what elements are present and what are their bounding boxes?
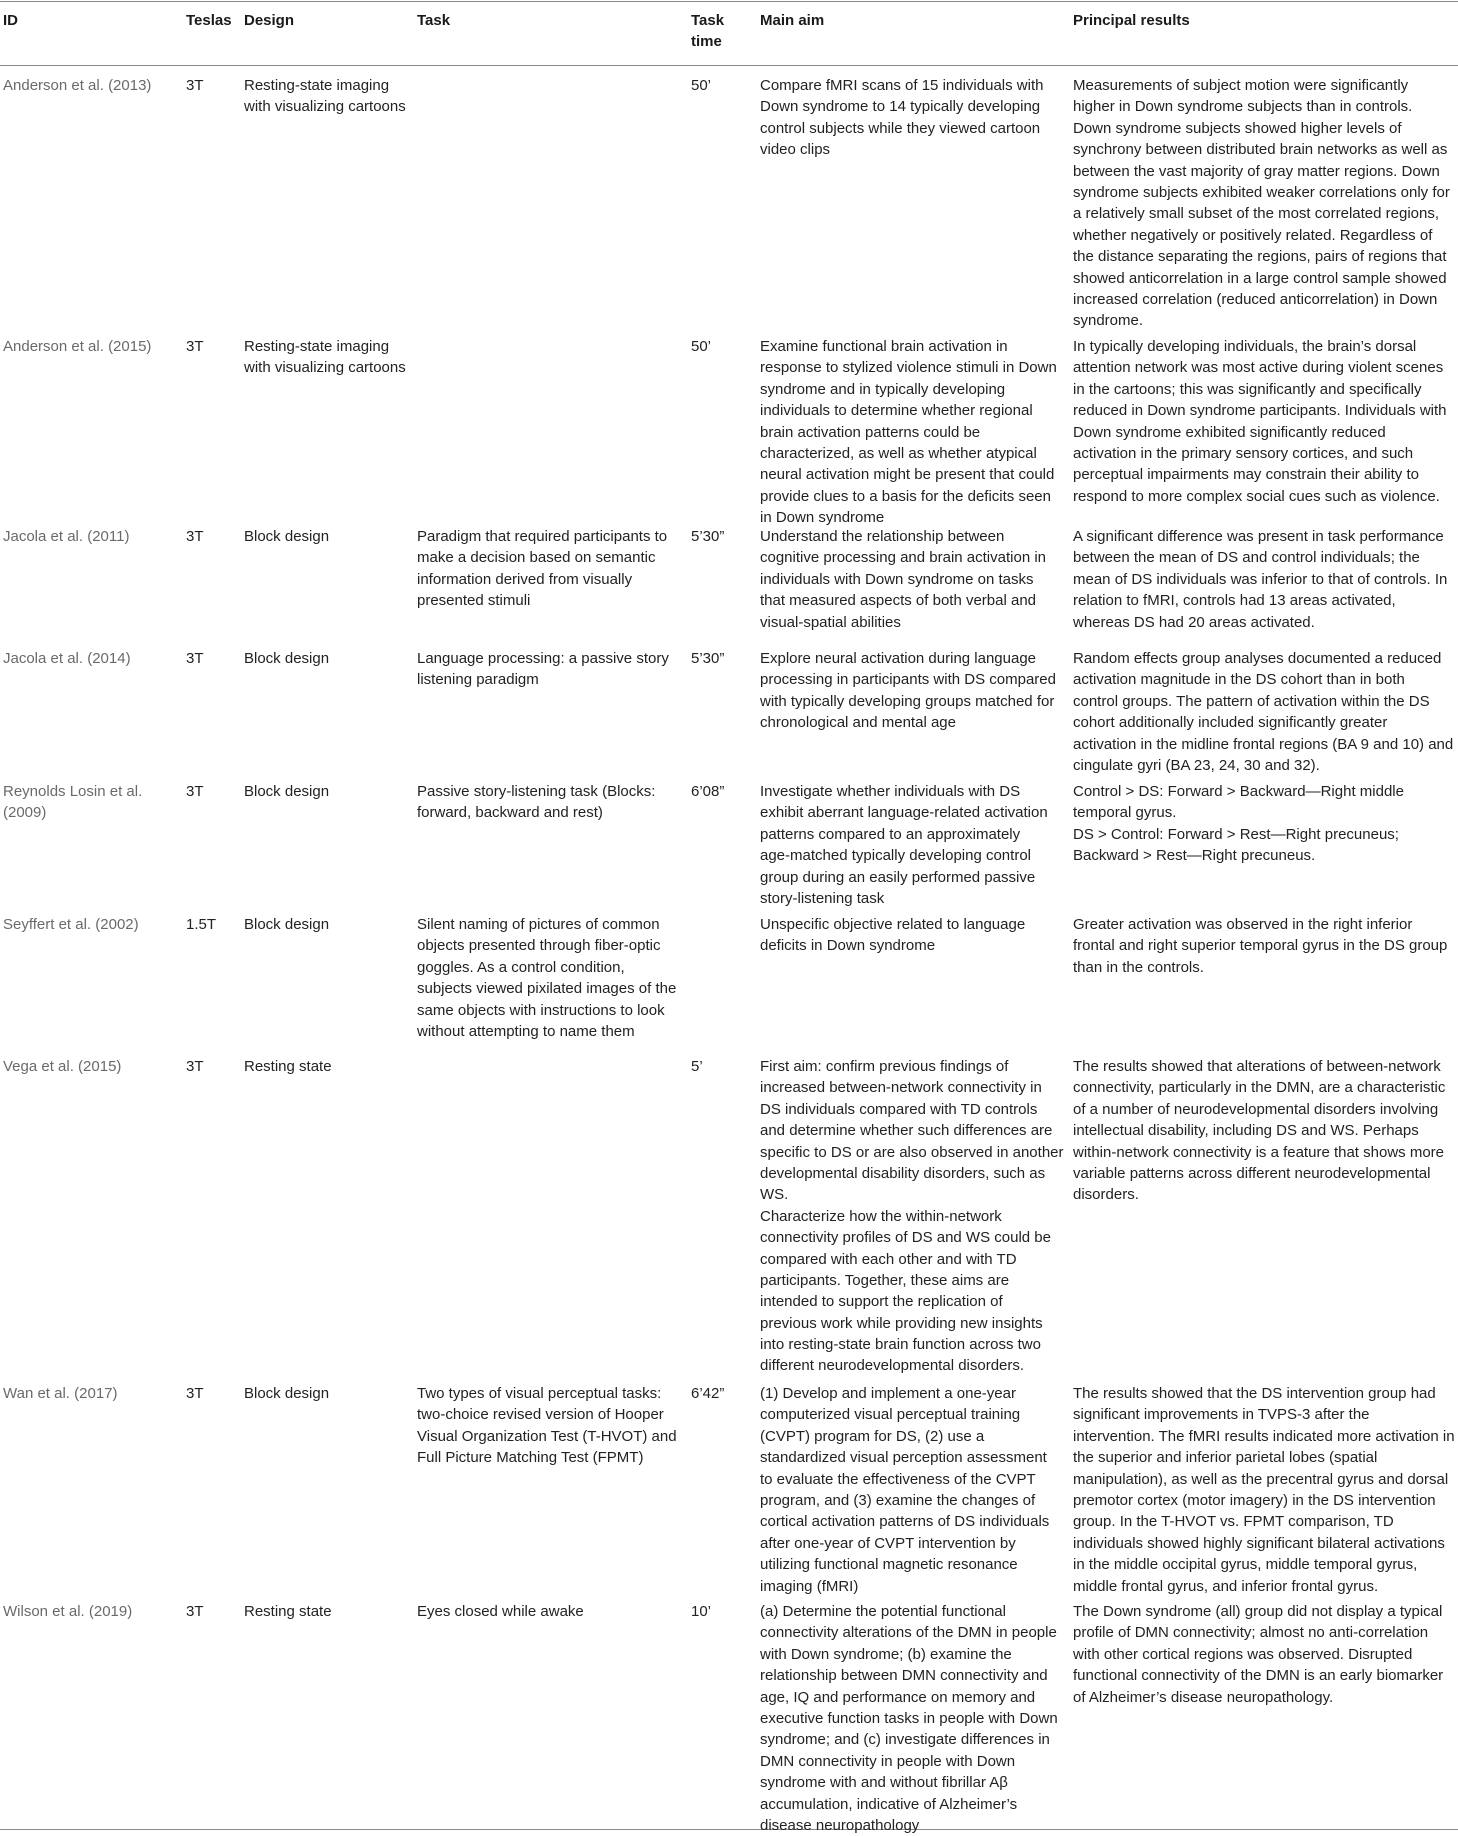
text-line: control subjects while they viewed cartoon [760, 119, 1041, 137]
text-line: Block design [244, 528, 330, 545]
col-design-cell [244, 1056, 332, 1077]
text-line: The results showed that the DS intervention group had [1073, 1385, 1436, 1402]
col-main-aim-cell [760, 1056, 1064, 1377]
text-line: Vega et al. (2015) [3, 1058, 122, 1075]
text-line: of Alzheimer’s disease neuropathology. [1073, 1688, 1334, 1706]
col-task-cell [417, 781, 655, 824]
col-task-time-cell [691, 1601, 711, 1622]
col-teslas-cell [186, 75, 204, 96]
text-line: Passive story-listening task (Blocks: [417, 783, 656, 800]
col-teslas-cell [186, 648, 204, 669]
col-main-aim-cell [760, 781, 1048, 909]
text-line: Silent naming of pictures of common [417, 916, 660, 933]
text-line: information derived from visually [417, 570, 633, 588]
text-line: Two types of visual perceptual tasks: [417, 1385, 662, 1402]
col-teslas-cell [186, 1056, 204, 1077]
col-id-cell [3, 1383, 118, 1404]
text-line: time [691, 33, 722, 51]
text-line: individuals with Down syndrome on tasks [760, 570, 1034, 588]
text-line: (a) Determine the potential functional [760, 1603, 1006, 1620]
text-line: intended to support the replication of [760, 1293, 1003, 1311]
col-design-header [244, 10, 294, 31]
col-task-time-cell [691, 1056, 703, 1077]
text-line: Resting state [244, 1058, 332, 1075]
text-line: exhibit aberrant language-related activation [760, 804, 1048, 822]
text-line: 3T [186, 338, 204, 355]
col-teslas-cell [186, 1601, 204, 1622]
text-line: that measured aspects of both verbal and [760, 592, 1037, 610]
text-line: Down syndrome to 14 typically developing [760, 98, 1041, 116]
col-design-cell [244, 1601, 332, 1622]
text-line: cortical activation patterns of DS individuals [760, 1513, 1050, 1531]
header-rule [0, 65, 1458, 66]
text-line: goggles. As a control condition, [417, 958, 625, 976]
text-line: 10’ [691, 1603, 712, 1620]
text-line: Task [691, 12, 725, 29]
text-line: 5’30” [691, 650, 725, 667]
text-line: provide clues to a basis for the deficits seen [760, 487, 1051, 505]
col-design-cell [244, 914, 329, 935]
text-line: 5’30” [691, 528, 725, 545]
text-line: 6’42” [691, 1385, 725, 1402]
col-id-cell [3, 75, 151, 96]
text-line: 3T [186, 1385, 204, 1402]
text-line: premotor cortex (motor imagery) in the DS intervention [1073, 1491, 1436, 1509]
text-line: (1) Develop and implement a one-year [760, 1385, 1016, 1402]
text-line: computerized visual perceptual training [760, 1406, 1021, 1424]
text-line: control groups. The pattern of activation within the DS [1073, 692, 1430, 710]
text-line: brain activation patterns could be [760, 423, 981, 441]
text-line: disease neuropathology [760, 1816, 920, 1834]
text-line: Eyes closed while awake [417, 1603, 584, 1620]
text-line: Random effects group analyses documented a reduced [1073, 650, 1442, 667]
text-line: Greater activation was observed in the right inferior [1073, 916, 1413, 933]
text-line: significant improvements in TVPS-3 after the [1073, 1406, 1370, 1424]
text-line: relationship between DMN connectivity and [760, 1667, 1048, 1685]
text-line: Block design [244, 916, 330, 933]
text-line: variable patterns across different neurodevelopmental [1073, 1164, 1431, 1182]
col-teslas-cell [186, 336, 204, 357]
text-line: deficits in Down syndrome [760, 937, 936, 955]
text-line: higher in Down syndrome subjects than in controls. [1073, 98, 1413, 116]
col-design-cell [244, 781, 329, 802]
text-line: mean of DS individuals was inferior to that of controls. In [1073, 570, 1448, 588]
text-line: subjects viewed pixilated images of the [417, 980, 677, 998]
text-line: program, and (3) examine the changes of [760, 1491, 1036, 1509]
text-line: intellectual disability, including DS and WS. Perhaps [1073, 1122, 1419, 1140]
text-line: Down syndrome exhibited significantly reduced [1073, 423, 1386, 441]
text-line: a relatively small subset of the most correlated regions, [1073, 205, 1439, 223]
text-line: forward, backward and rest) [417, 804, 603, 822]
text-line: synchrony between distributed brain networks as well as [1073, 141, 1448, 159]
col-principal-results-cell [1073, 1383, 1455, 1597]
text-line: Jacola et al. (2014) [3, 650, 131, 667]
col-id-cell [3, 781, 142, 824]
col-teslas-cell [186, 1383, 204, 1404]
text-line: Design [244, 12, 295, 29]
text-line: intervention. The fMRI results indicated more activation in [1073, 1427, 1455, 1445]
text-line: patterns compared to an approximately [760, 825, 1021, 843]
col-main-aim-cell [760, 75, 1043, 161]
text-line: relation to fMRI, controls had 13 areas activated, [1073, 592, 1396, 610]
text-line: Wan et al. (2017) [3, 1385, 118, 1402]
text-line: neural activation might be present that could [760, 466, 1055, 484]
text-line: Task [417, 12, 451, 29]
text-line: previous work while providing new insights [760, 1314, 1043, 1332]
text-line: cohort additionally included significantly greater [1073, 714, 1388, 732]
text-line: compared with each other and with TD [760, 1250, 1017, 1268]
col-design-cell [244, 648, 329, 669]
text-line: Compare fMRI scans of 15 individuals with [760, 77, 1044, 94]
col-main-aim-cell [760, 1383, 1049, 1597]
text-line: syndrome subjects exhibited weaker correlations only for [1073, 183, 1450, 201]
text-line: 50’ [691, 77, 712, 94]
text-line: without attempting to name them [417, 1022, 635, 1040]
text-line: syndrome; and (c) investigate differences in [760, 1731, 1050, 1749]
col-task-time-cell [691, 1383, 724, 1404]
col-main-aim-cell [760, 1601, 1058, 1836]
text-line: Down syndrome subjects showed higher levels of [1073, 119, 1402, 137]
text-line: frontal and right superior temporal gyrus in the DS group [1073, 937, 1448, 955]
col-principal-results-cell [1073, 75, 1450, 332]
col-task-time-cell [691, 526, 724, 547]
text-line: utilizing functional magnetic resonance [760, 1556, 1018, 1574]
col-teslas-cell [186, 781, 204, 802]
col-task-time-header [691, 10, 724, 53]
col-design-cell [244, 1383, 329, 1404]
text-line: Anderson et al. (2013) [3, 77, 152, 94]
text-line: whether negatively or positively related. Regardless of [1073, 226, 1433, 244]
col-task-cell [417, 1601, 584, 1622]
text-line: Examine functional brain activation in [760, 338, 1008, 355]
text-line: 3T [186, 77, 204, 94]
col-principal-results-cell [1073, 648, 1453, 776]
text-line: processing in participants with DS compared [760, 671, 1056, 689]
text-line: Anderson et al. (2015) [3, 338, 152, 355]
col-task-cell [417, 1383, 677, 1469]
text-line: age, IQ and performance on memory and [760, 1688, 1036, 1706]
text-line: Resting-state imaging [244, 338, 390, 355]
col-id-cell [3, 914, 139, 935]
text-line: age-matched typically developing control [760, 847, 1031, 865]
text-line: Reynolds Losin et al. [3, 783, 143, 800]
text-line: 3T [186, 1058, 204, 1075]
col-teslas-cell [186, 914, 216, 935]
text-line: with visualizing cartoons [244, 98, 406, 116]
text-line: Jacola et al. (2011) [3, 528, 130, 545]
text-line: Teslas [186, 12, 232, 29]
text-line: specific to DS or are also observed in another [760, 1143, 1064, 1161]
text-line: manipulation), as well as the precentral gyrus and dorsal [1073, 1470, 1449, 1488]
text-line: functional connectivity of the DMN is an early biomarker [1073, 1667, 1444, 1685]
text-line: cingulate gyri (BA 23, 24, 30 and 32). [1073, 756, 1320, 774]
col-principal-results-header [1073, 10, 1190, 31]
text-line: The Down syndrome (all) group did not display a typical [1073, 1603, 1443, 1620]
text-line: Measurements of subject motion were significantly [1073, 77, 1409, 94]
text-line: accumulation, indicative of Alzheimer’s [760, 1795, 1018, 1813]
text-line: (2009) [3, 804, 47, 822]
text-line: middle frontal gyrus, and inferior frontal gyrus. [1073, 1577, 1379, 1595]
text-line: 1.5T [186, 916, 217, 933]
col-id-cell [3, 1056, 121, 1077]
text-line: syndrome. [1073, 312, 1144, 330]
text-line: two-choice revised version of Hooper [417, 1406, 664, 1424]
text-line: executive function tasks in people with Down [760, 1709, 1058, 1727]
text-line: response to stylized violence stimuli in Down [760, 359, 1057, 377]
text-line: between the vast majority of gray matter regions. Down [1073, 162, 1440, 180]
text-line: connectivity profiles of DS and WS could be [760, 1229, 1051, 1247]
text-line: Paradigm that required participants to [417, 528, 668, 545]
text-line: and determine whether such differences are [760, 1122, 1053, 1140]
text-line: 3T [186, 1603, 204, 1620]
col-design-cell [244, 526, 329, 547]
text-line: Explore neural activation during language [760, 650, 1037, 667]
text-line: of a number of neurodevelopmental disorders involving [1073, 1100, 1439, 1118]
col-task-time-cell [691, 336, 711, 357]
text-line: the superior and inferior parietal lobes (spatial [1073, 1449, 1378, 1467]
text-line: 5’ [691, 1058, 703, 1075]
text-line: Seyffert et al. (2002) [3, 916, 139, 933]
text-line: syndrome with and without fibrillar Aβ [760, 1774, 1008, 1792]
text-line: imaging (fMRI) [760, 1577, 859, 1595]
col-id-cell [3, 526, 129, 547]
text-line: 3T [186, 783, 204, 800]
text-line: same objects with instructions to look [417, 1001, 665, 1019]
col-principal-results-cell [1073, 1056, 1445, 1206]
text-line: Backward > Rest—Right precuneus. [1073, 847, 1316, 865]
text-line: Understand the relationship between [760, 528, 1005, 545]
text-line: profile of DMN connectivity; almost no anti-correlation [1073, 1624, 1429, 1642]
text-line: Block design [244, 1385, 330, 1402]
col-design-cell [244, 336, 406, 379]
text-line: presented stimuli [417, 592, 531, 610]
text-line: A significant difference was present in task performance [1073, 528, 1444, 545]
text-line: story-listening task [760, 889, 885, 907]
text-line: Control > DS: Forward > Backward—Right middle [1073, 783, 1404, 800]
col-task-cell [417, 914, 676, 1042]
text-line: with other cortical regions was observed. Disrupted [1073, 1645, 1413, 1663]
col-teslas-header [186, 10, 232, 31]
text-line: perceptual impairments may constrain their ability to [1073, 466, 1419, 484]
text-line: Full Picture Matching Test (FPMT) [417, 1449, 644, 1467]
col-main-aim-cell [760, 336, 1057, 529]
text-line: participants. Together, these aims are [760, 1271, 1010, 1289]
text-line: Principal results [1073, 12, 1190, 29]
col-task-time-cell [691, 75, 711, 96]
text-line: individuals to determine whether regional [760, 402, 1033, 420]
col-id-cell [3, 1601, 132, 1622]
text-line: into resting-state brain function across two [760, 1336, 1041, 1354]
text-line: The results showed that alterations of between-network [1073, 1058, 1441, 1075]
text-line: different neurodevelopmental disorders. [760, 1357, 1025, 1375]
bottom-rule [0, 1829, 1458, 1830]
col-task-time-cell [691, 781, 724, 802]
col-task-header [417, 10, 450, 31]
text-line: 6’08” [691, 783, 725, 800]
text-line: within-network connectivity is a feature that shows more [1073, 1143, 1444, 1161]
text-line: syndrome and in typically developing [760, 380, 1006, 398]
text-line: objects presented through fiber-optic [417, 937, 661, 955]
col-main-aim-cell [760, 914, 1025, 957]
text-line: Investigate whether individuals with DS [760, 783, 1021, 800]
text-line: (CVPT) program for DS, (2) use a [760, 1427, 985, 1445]
text-line: Resting state [244, 1603, 332, 1620]
text-line: visual-spatial abilities [760, 613, 901, 631]
text-line: Unspecific objective related to language [760, 916, 1026, 933]
text-line: DS > Control: Forward > Rest—Right precuneus; [1073, 825, 1399, 843]
text-line: ID [3, 12, 18, 29]
col-main-aim-header [760, 10, 824, 31]
text-line: the distance separating the regions, pairs of regions that [1073, 248, 1447, 266]
text-line: Characterize how the within-network [760, 1207, 1002, 1225]
text-line: increased correlation (reduced anticorrelation) in Down [1073, 290, 1438, 308]
text-line: chronological and mental age [760, 714, 956, 732]
text-line: group during an easily performed passive [760, 868, 1036, 886]
col-principal-results-cell [1073, 336, 1447, 507]
text-line: 3T [186, 528, 204, 545]
text-line: disorders. [1073, 1186, 1139, 1204]
col-principal-results-cell [1073, 914, 1447, 978]
text-line: connectivity, particularly in the DMN, are a characteristic [1073, 1079, 1446, 1097]
col-id-cell [3, 648, 131, 669]
text-line: than in the controls. [1073, 958, 1204, 976]
top-rule [0, 1, 1458, 2]
text-line: increased between-network connectivity in [760, 1079, 1042, 1097]
text-line: Language processing: a passive story [417, 650, 669, 667]
col-task-cell [417, 526, 667, 612]
text-line: in the cartoons; this was significantly and specifically [1073, 380, 1422, 398]
text-line: cognitive processing and brain activation in [760, 549, 1047, 567]
text-line: with visualizing cartoons [244, 359, 406, 377]
text-line: between the mean of DS and control individuals; the [1073, 549, 1420, 567]
text-line: showed anticorrelation in a large control sample showed [1073, 269, 1447, 287]
text-line: developmental disability disorders, such as [760, 1164, 1046, 1182]
text-line: connectivity alterations of the DMN in people [760, 1624, 1057, 1642]
text-line: activation in the midline frontal regions (BA 9 and 10) and [1073, 735, 1454, 753]
text-line: In typically developing individuals, the brain’s dorsal [1073, 338, 1417, 355]
text-line: video clips [760, 141, 831, 159]
text-line: DMN connectivity in people with Down [760, 1752, 1016, 1770]
col-task-time-cell [691, 648, 724, 669]
text-line: group. In the T-HVOT vs. FPMT comparison, TD [1073, 1513, 1394, 1531]
col-id-cell [3, 336, 151, 357]
col-principal-results-cell [1073, 526, 1447, 633]
col-design-cell [244, 75, 406, 118]
text-line: attention network was most active during violent scenes [1073, 359, 1444, 377]
text-line: with typically developing groups matched for [760, 692, 1055, 710]
text-line: Block design [244, 783, 330, 800]
col-principal-results-cell [1073, 1601, 1443, 1708]
text-line: WS. [760, 1186, 789, 1204]
text-line: respond to more complex social cues such as violence. [1073, 487, 1440, 505]
text-line: in Down syndrome [760, 509, 885, 527]
col-main-aim-cell [760, 526, 1046, 633]
col-teslas-cell [186, 526, 204, 547]
col-id-header [3, 10, 18, 31]
text-line: listening paradigm [417, 671, 539, 689]
text-line: after one-year of CVPT intervention by [760, 1534, 1016, 1552]
text-line: DS individuals compared with TD controls [760, 1100, 1038, 1118]
text-line: First aim: confirm previous findings of [760, 1058, 1009, 1075]
text-line: Wilson et al. (2019) [3, 1603, 133, 1620]
col-main-aim-cell [760, 648, 1056, 734]
text-line: standardized visual perception assessment [760, 1449, 1047, 1467]
text-line: individuals showed highly significant bilateral activations [1073, 1534, 1445, 1552]
text-line: in the middle occipital gyrus, middle temporal gyrus, [1073, 1556, 1418, 1574]
text-line: Main aim [760, 12, 825, 29]
text-line: Visual Organization Test (T-HVOT) and [417, 1427, 677, 1445]
text-line: to evaluate the effectiveness of the CVPT [760, 1470, 1036, 1488]
text-line: with Down syndrome; (b) examine the [760, 1645, 1012, 1663]
text-line: activation magnitude in the DS cohort than in both [1073, 671, 1405, 689]
col-task-cell [417, 648, 669, 691]
text-line: whereas DS had 20 areas activated. [1073, 613, 1315, 631]
col-principal-results-cell [1073, 781, 1404, 867]
text-line: 3T [186, 650, 204, 667]
text-line: temporal gyrus. [1073, 804, 1177, 822]
text-line: 50’ [691, 338, 712, 355]
text-line: activation in the primary sensory cortices, and such [1073, 444, 1414, 462]
text-line: Resting-state imaging [244, 77, 390, 94]
text-line: reduced in Down syndrome participants. Individuals with [1073, 402, 1447, 420]
text-line: Block design [244, 650, 330, 667]
text-line: characterized, as well as whether atypical [760, 444, 1037, 462]
text-line: make a decision based on semantic [417, 549, 656, 567]
